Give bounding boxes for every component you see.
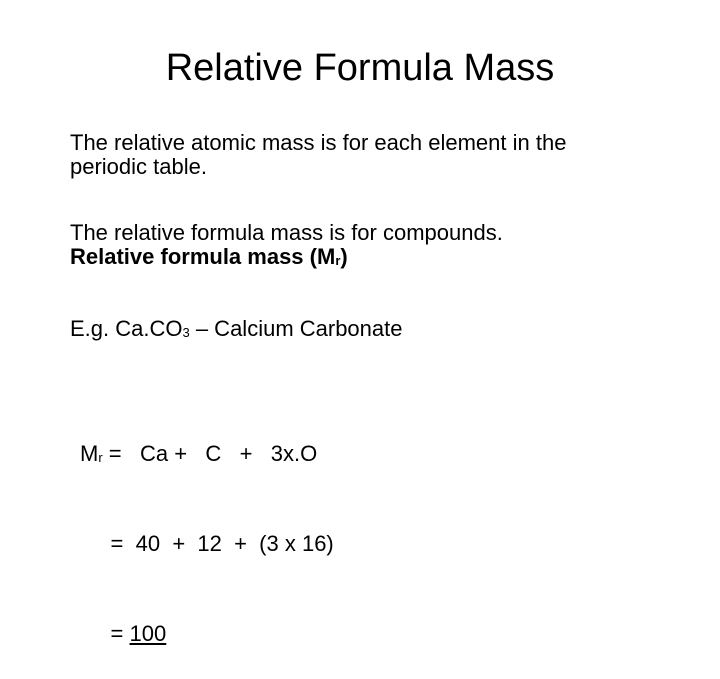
calculation-line-1: [80, 439, 334, 469]
calculation-result: 100: [129, 621, 167, 646]
slide-title: Relative Formula Mass: [165, 47, 555, 89]
example-suffix: – Calcium Carbonate: [189, 316, 403, 341]
formula-mass-definition-text: Relative formula mass (M: [70, 244, 336, 269]
formula-mass-subscript: r: [335, 253, 341, 268]
formula-mass-paragraph: [70, 221, 503, 273]
mr-subscript: r: [98, 450, 103, 465]
example-line: [70, 317, 403, 345]
mr-symbol: M: [80, 441, 99, 466]
calculation-block: [80, 379, 334, 679]
calculation-line-3-prefix: =: [80, 621, 130, 646]
atomic-mass-line-1: The relative atomic mass is for each element in the: [70, 130, 567, 155]
formula-mass-line-1: The relative formula mass is for compounds.: [70, 220, 503, 245]
example-subscript: 3: [182, 325, 190, 340]
formula-mass-closing-paren: ): [340, 244, 348, 269]
formula-mass-definition: [70, 245, 503, 273]
calculation-line-2: = 40 + 12 + (3 x 16): [80, 531, 334, 556]
calculation-line-3: [80, 619, 334, 649]
calculation-line-1-rest: = Ca + C + 3x.O: [102, 441, 318, 466]
example-prefix: E.g. Ca.CO: [70, 316, 183, 341]
atomic-mass-paragraph: [70, 131, 566, 179]
atomic-mass-line-2: periodic table.: [70, 154, 207, 179]
